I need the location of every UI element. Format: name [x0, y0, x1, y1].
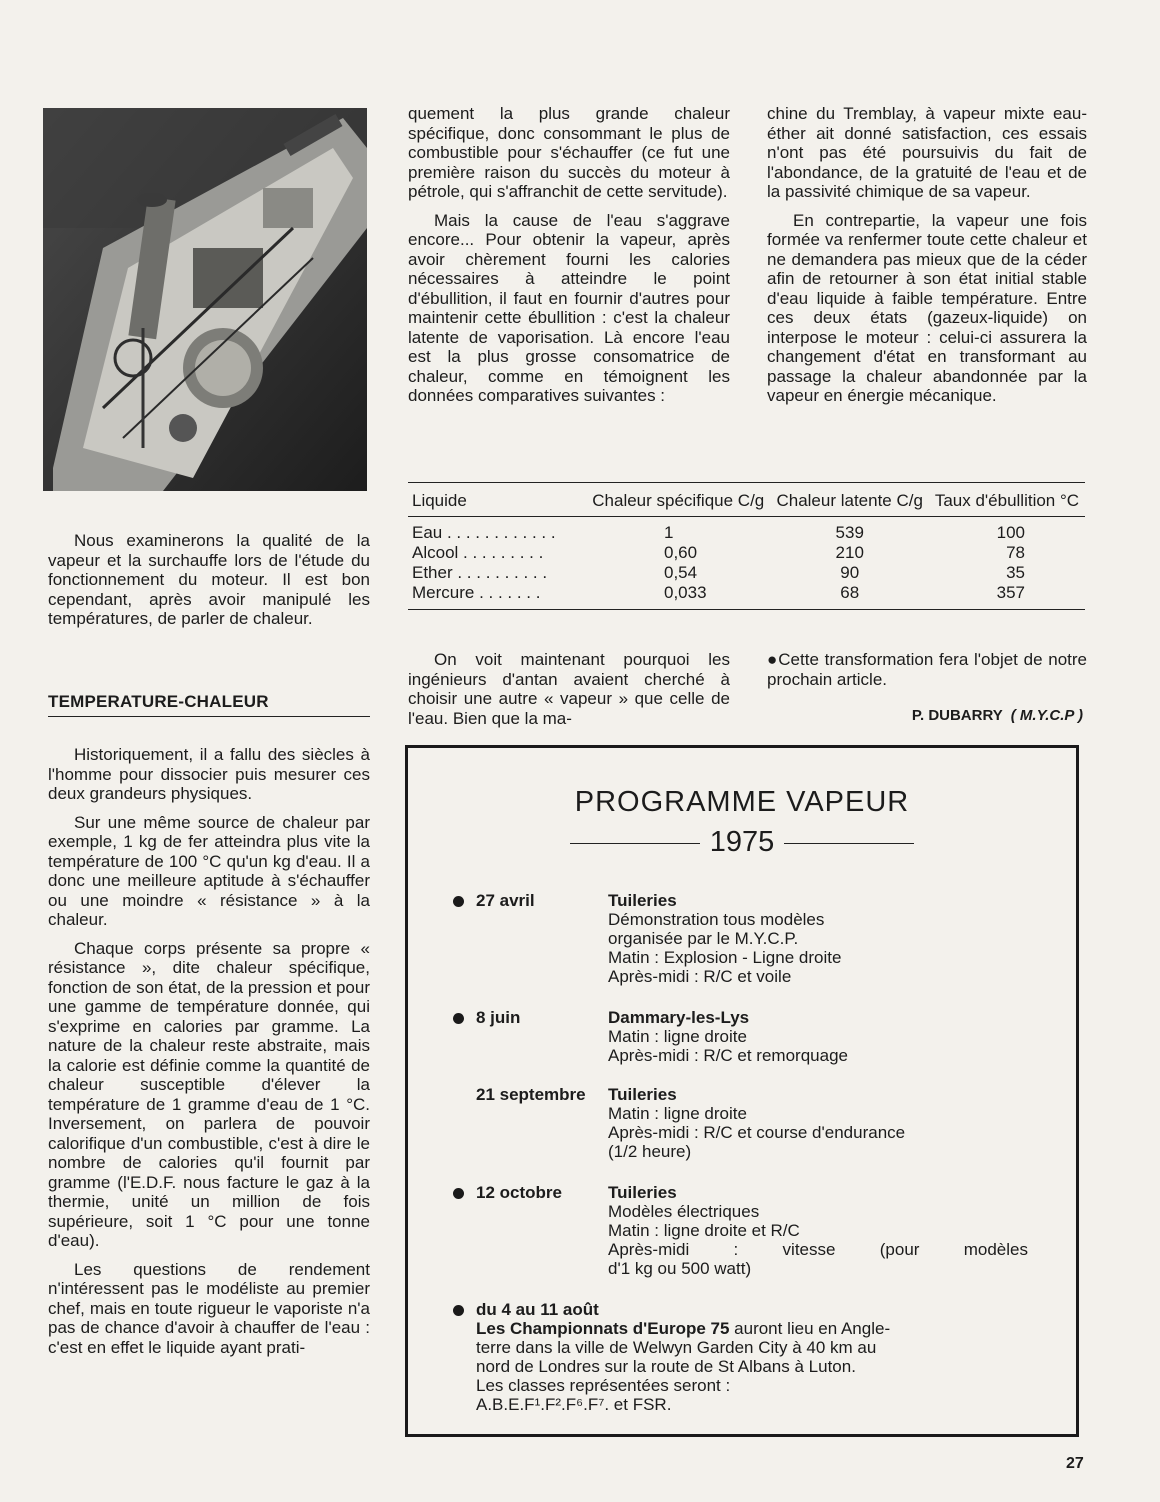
event-date: 12 octobre [476, 1183, 562, 1202]
event-line: Démonstration tous modèles [608, 910, 825, 929]
table-row [408, 517, 1085, 544]
cell: 1 [664, 523, 674, 542]
right-column-top [767, 104, 1087, 415]
event-item [453, 1183, 1053, 1278]
event-place: Tuileries [608, 891, 677, 910]
header-chaleur-latente: Chaleur latente C/g [771, 483, 929, 517]
event-line: Matin : ligne droite et R/C [608, 1221, 800, 1240]
cell: Alcool . . . . . . . . . [412, 543, 544, 562]
cell: 90 [840, 563, 860, 582]
event-date: 8 juin [476, 1008, 521, 1027]
event-line: Après-midi : vitesse (pour modèles [608, 1240, 1028, 1259]
event-date: du 4 au 11 août [476, 1300, 599, 1319]
cell: 35 [1006, 563, 1025, 582]
paragraph: Historiquement, il a fallu des siècles à l'homme pour dissocier puis mesurer ces deux grandeurs physiques. [48, 745, 370, 803]
author-signature [868, 707, 1083, 724]
cell: 0,60 [664, 543, 698, 562]
cell: Ether . . . . . . . . . . [412, 563, 548, 582]
middle-column-after-table [408, 650, 730, 737]
paragraph: On voit maintenant pourquoi les ingénieurs d'antan avaient cherché à choisir une autre « vapeur » que celle de l'eau. Bien que la ma- [408, 650, 730, 728]
paragraph: quement la plus grande chaleur spécifique, donc consommant le plus de combustible pour s'échauffer (ce fut une première raison du succès du moteur à pétrole, qui s'affranchit de cette servitude). [408, 104, 730, 201]
cell: Mercure . . . . . . . [412, 583, 541, 602]
header-taux-ebullition: Taux d'ébullition °C [929, 483, 1085, 517]
paragraph: ●Cette transformation fera l'objet de notre prochain article. [767, 650, 1087, 689]
cell: Eau . . . . . . . . . . . . [412, 523, 556, 542]
author-name: P. DUBARRY [911, 707, 1003, 724]
cell: 539 [835, 523, 864, 542]
event-details [608, 1183, 1028, 1278]
event-details [476, 1319, 1036, 1414]
intro-paragraph: Nous examinerons la qualité de la vapeur et la surchauffe lors de l'étude du fonctionnement du moteur. Il est bon cependant, après avoir manipulé les températures, de parler de chaleur. [48, 531, 370, 628]
event-place: Dammary-les-Lys [608, 1008, 750, 1027]
table-row [408, 583, 1085, 610]
bullet-icon [453, 896, 464, 907]
event-line: Modèles électriques [608, 1202, 760, 1221]
paragraph: Sur une même source de chaleur par exemple, 1 kg de fer atteindra plus vite la température de 100 °C qu'un kg d'eau. Il a donc une meilleure aptitude à s'échauffer ou une moindre « résistance » à la chaleur. [48, 812, 370, 929]
event-item [453, 891, 1053, 986]
programme-year: 1975 [709, 826, 775, 858]
right-column-after-table [767, 650, 1087, 698]
event-line: Après-midi : R/C et remorquage [608, 1046, 848, 1065]
programme-title: PROGRAMME VAPEUR [574, 786, 910, 818]
page-number: 27 [1066, 1455, 1084, 1472]
event-item [453, 1085, 1053, 1165]
photo-illustration [43, 108, 367, 491]
header-liquide: Liquide [408, 483, 586, 517]
event-line: Matin : ligne droite [608, 1104, 747, 1123]
programme-box [405, 745, 1079, 1437]
event-line: Les classes représentées seront : [476, 1376, 731, 1395]
steam-boat-photo [43, 108, 367, 491]
event-line: Matin : Explosion - Ligne droite [608, 948, 842, 967]
event-line: nord de Londres sur la route de St Albans à Luton. [476, 1357, 856, 1376]
middle-column-top [408, 104, 730, 415]
cell: 0,033 [664, 583, 707, 602]
paragraph: Mais la cause de l'eau s'aggrave encore... Pour obtenir la vapeur, après avoir chèrement fourni les calories nécessaires à atteindre le point d'ébullition, il faut en fournir d'autres pour maintenir cette ébullition : c'est la chaleur latente de vaporisation. Là encore l'eau est la plus grosse consomatrice de chaleur, comme en témoignent les données comparatives suivantes : [408, 210, 730, 405]
event-date: 21 septembre [476, 1085, 586, 1104]
author-club: ( M.Y.C.P ) [1010, 707, 1083, 724]
cell: 0,54 [664, 563, 698, 582]
event-line: Après-midi : R/C et course d'endurance [608, 1123, 906, 1142]
paragraph: Les questions de rendement n'intéressent pas le modéliste au premier chef, mais en toute rigueur le vaporiste n'a pas de chance d'avoir à chauffer de l'eau : c'est en effet le liquide ayant prati- [48, 1259, 370, 1357]
event-line-rest: auront lieu en Angle- [729, 1319, 891, 1338]
event-line: Matin : ligne droite [608, 1027, 747, 1046]
cell: 68 [840, 583, 860, 602]
cell: 100 [996, 523, 1025, 542]
bullet-icon [453, 1305, 464, 1316]
table-row [408, 543, 1085, 563]
event-details [608, 1085, 1028, 1161]
table-row [408, 563, 1085, 583]
event-item [453, 1300, 1053, 1415]
paragraph: En contrepartie, la vapeur une fois formée va renfermer toute cette chaleur et ne demandera pas mieux que de la céder afin de retourner à son état initial stable d'eau liquide à faible température. Entre ces deux états (gazeux-liquide) on interpose le moteur : celui-ci assurera la changement d'état en transformant au passage la chaleur abandonnée par la vapeur en énergie mécanique. [767, 210, 1087, 405]
left-column-intro [48, 531, 370, 638]
event-place: Tuileries [608, 1183, 677, 1202]
event-line: terre dans la ville de Welwyn Garden City à 40 km au [476, 1338, 877, 1357]
header-chaleur-specifique: Chaleur spécifique C/g [586, 483, 771, 517]
event-line: (1/2 heure) [608, 1142, 692, 1161]
event-line [476, 1319, 1036, 1338]
event-details [608, 891, 1028, 986]
section-heading: TEMPERATURE-CHALEUR [48, 692, 370, 717]
left-column-body [48, 745, 370, 1366]
programme-year-line [408, 826, 1076, 859]
event-line: A.B.E.F¹.F².F⁶.F⁷. et FSR. [476, 1395, 672, 1414]
bullet-icon [453, 1188, 464, 1199]
event-date: 27 avril [476, 891, 535, 910]
divider [570, 843, 700, 845]
event-highlight: Les Championnats d'Europe 75 [476, 1319, 730, 1338]
cell: 78 [1006, 543, 1025, 562]
cell: 357 [996, 583, 1025, 602]
paragraph: chine du Tremblay, à vapeur mixte eau-éther ait donné satisfaction, ces essais n'ont pas été poursuivis du fait de l'abondance, de la gratuité de l'eau et de la passivité chimique de sa vapeur. [767, 104, 1087, 201]
bullet-icon [453, 1013, 464, 1024]
divider [784, 843, 914, 845]
event-line: organisée par le M.Y.C.P. [608, 929, 799, 948]
event-details [608, 1008, 1028, 1065]
paragraph: Chaque corps présente sa propre « résistance », dite chaleur spécifique, fonction de son état, de la pression et pour une gamme de température donnée, qui s'exprime en calories par gramme. La nature de la chaleur reste abstraite, mais la calorie est définie comme la quantité de chaleur susceptible d'élever la température de 1 gramme d'eau de 1 °C. Inversement, on parlera de pouvoir calorifique d'un combustible, c'est à dire le nombre de calories qu'il fournit par gramme (l'E.D.F. nous facture le gaz à la thermie, unité un million de fois supérieure, soit 1 °C pour une tonne d'eau). [48, 938, 370, 1250]
comparison-table [408, 482, 1085, 610]
event-line: Après-midi : R/C et voile [608, 967, 792, 986]
event-item [453, 1008, 1053, 1068]
event-place: Tuileries [608, 1085, 677, 1104]
event-line: d'1 kg ou 500 watt) [608, 1259, 752, 1278]
cell: 210 [835, 543, 864, 562]
